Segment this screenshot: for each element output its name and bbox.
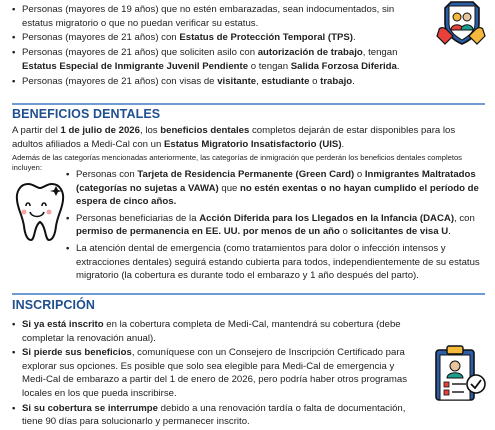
- bold-text: permiso de permanencia en EE. UU. por menos de un año: [76, 226, 340, 238]
- text-run: .: [448, 226, 451, 238]
- text-run: Personas (mayores de 21 años) que soliciten asilo con: [22, 47, 258, 59]
- clipboard-check-icon: [428, 344, 488, 400]
- divider-enrollment: [12, 293, 485, 295]
- dental-heading: BENEFICIOS DENTALES: [12, 107, 161, 121]
- text-run: .: [341, 138, 345, 150]
- text-run: Personas (mayores de 21 años) con visas de: [22, 75, 218, 87]
- bold-text: Si su cobertura se interrumpe: [22, 402, 158, 414]
- bold-text: Acción Diferida para los Llegados en la Infancia (DACA): [199, 212, 455, 224]
- tooth-icon: [12, 180, 68, 244]
- text-run: .: [396, 60, 400, 72]
- text-run: debido a una renovación tardía o falta de documentación, tiene 90 días para solucionarlo y permanecer inscrito.: [22, 402, 406, 428]
- text-run: Personas (mayores de 19 años) que no estén embarazadas, sean indocumentados, sin estatus migratorio o que no puedan verificar su estatus.: [22, 4, 395, 29]
- eligibility-item: [12, 46, 424, 73]
- bold-text: beneficios dentales: [160, 125, 250, 136]
- text-run: en la cobertura completa de Medi-Cal, mantendrá su cobertura (debe completar la renovación anual).: [22, 319, 401, 344]
- text-run: o: [354, 169, 365, 180]
- bold-text: Inmigrantes Maltratados (categorías no sujetas a VAWA): [76, 169, 476, 194]
- dental-item: [66, 212, 486, 239]
- bold-text: solicitantes de visa U: [350, 226, 449, 238]
- shield-family-icon: [433, 0, 489, 46]
- enrollment-bullets: [12, 318, 417, 430]
- bold-text: autorización de trabajo: [257, 47, 363, 59]
- eligibility-item: [12, 3, 424, 30]
- text-run: Personas con: [76, 169, 138, 180]
- bold-text: estudiante: [261, 75, 310, 87]
- bold-text: Estatus de Protección Temporal (TPS): [179, 32, 353, 44]
- text-run: , comuníquese con un Consejero de Inscripción Certificado para explorar sus opciones. Es posible que solo sea elegible para Medi-Cal de emergencia y Medi-Cal de embarazo a partir del 1 de enero de 2026, pero podría haber otros programas locales en los que pueda inscribirse.: [22, 347, 408, 400]
- bold-text: no estén exentas o no hayan cumplido el período de espera de cinco años.: [76, 182, 479, 208]
- bold-text: Tarjeta de Residencia Permanente (Green Card): [137, 169, 355, 180]
- bold-text: visitante: [217, 75, 257, 87]
- text-run: Personas beneficiarias de la: [76, 212, 200, 224]
- enrollment-heading: INSCRIPCIÓN: [12, 298, 96, 312]
- text-run: o: [339, 226, 351, 238]
- text-run: completos dejarán de estar disponibles para los adultos afiliados a Medi-Cal con un: [12, 125, 456, 150]
- text-run: , los: [139, 125, 161, 136]
- text-run: Personas (mayores de 21 años) con: [22, 32, 180, 44]
- text-run: La atención dental de emergencia (como tratamientos para dolor o infección intensos y extracciones dentales) seguirá estando cubierta para todos, independientemente de su estatus migratorio (la cobertura es durante todo el embarazo y 1 año después del parto).: [76, 243, 480, 282]
- eligibility-item: [12, 75, 424, 89]
- text-run: .: [352, 32, 356, 44]
- dental-note: Además de las categorías mencionadas anteriormente, las categorías de inmigración que perderán los beneficios dentales completos incluyen:: [12, 153, 462, 173]
- bold-text: Estatus Migratorio Insatisfactorio (UIS): [164, 138, 342, 150]
- enrollment-item: [12, 318, 417, 345]
- enrollment-item: [12, 346, 417, 400]
- text-run: o tengan: [248, 60, 291, 72]
- enrollment-item: [12, 402, 417, 429]
- text-run: o: [309, 75, 321, 87]
- dental-item: [66, 242, 486, 283]
- bold-text: Si ya está inscrito: [22, 319, 104, 330]
- top-eligibility-list: [12, 3, 424, 89]
- text-run: .: [352, 75, 355, 87]
- text-run: , tengan: [362, 47, 398, 59]
- bold-text: Salida Forzosa Diferida: [290, 60, 397, 72]
- text-run: , con: [454, 212, 475, 224]
- bold-text: 1 de julio de 2026: [60, 125, 140, 136]
- text-run: ,: [256, 75, 262, 87]
- divider-dental: [12, 103, 485, 105]
- dental-intro: [12, 124, 482, 151]
- dental-item: [66, 168, 486, 209]
- text-run: A partir del: [12, 125, 61, 136]
- dental-bullets: [66, 168, 486, 286]
- bold-text: Estatus Especial de Inmigrante Juvenil Pendiente: [22, 60, 249, 72]
- bold-text: Si pierde sus beneficios: [22, 347, 132, 359]
- bold-text: trabajo: [320, 75, 353, 87]
- eligibility-item: [12, 31, 424, 45]
- text-run: que: [218, 182, 241, 194]
